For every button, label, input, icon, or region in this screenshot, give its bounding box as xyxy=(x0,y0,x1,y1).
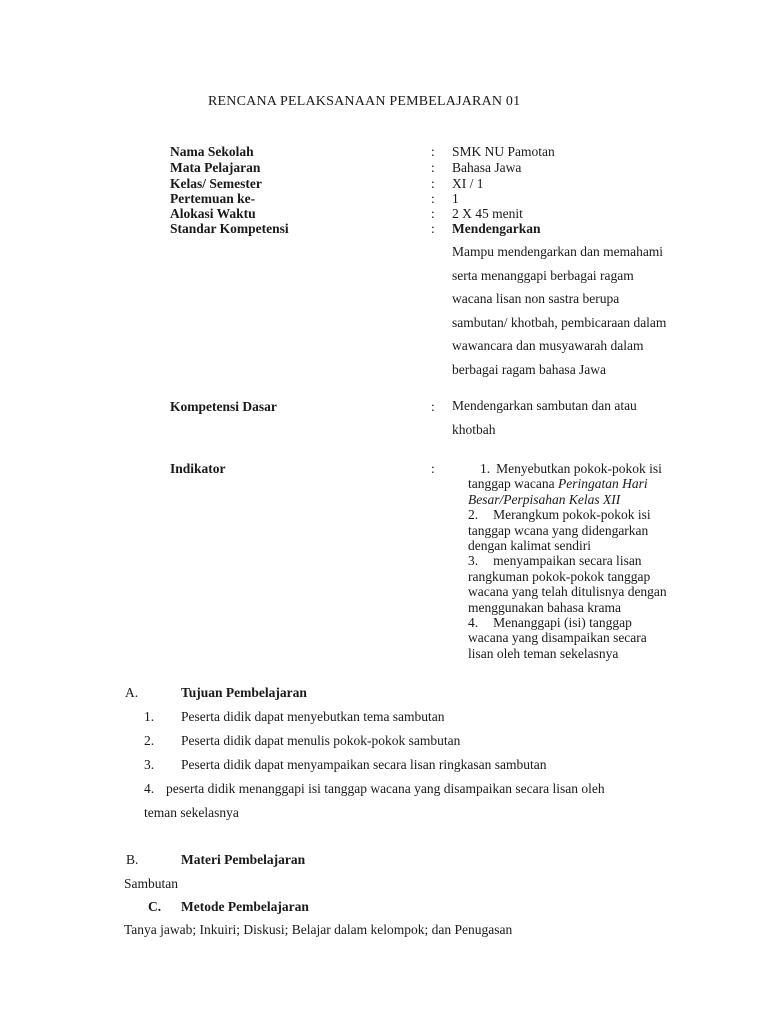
colon: : xyxy=(431,461,435,476)
section-b-letter: B. xyxy=(126,852,139,867)
standar-kompetensi-text xyxy=(452,240,702,381)
label-mata-pelajaran: Mata Pelajaran xyxy=(170,160,261,175)
sk-line: sambutan/ khotbah, pembicaraan dalam xyxy=(452,314,667,330)
indikator-line: menyampaikan secara lisan xyxy=(493,553,642,569)
indikator-line: Menyebutkan pokok-pokok isi xyxy=(496,461,662,476)
section-a-heading: Tujuan Pembelajaran xyxy=(181,685,307,700)
materi-content: Sambutan xyxy=(124,876,178,891)
tujuan-text: Peserta didik dapat menulis pokok-pokok sambutan xyxy=(181,733,461,748)
indikator-line: menggunakan bahasa krama xyxy=(468,599,621,615)
tujuan-num: 4. xyxy=(144,781,155,796)
value-kelas-semester: XI / 1 xyxy=(452,176,484,191)
tujuan-text-cont: teman sekelasnya xyxy=(144,805,239,820)
tujuan-text: peserta didik menanggapi isi tanggap wacana yang disampaikan secara lisan oleh xyxy=(166,781,605,796)
tujuan-text: Peserta didik dapat menyampaikan secara lisan ringkasan sambutan xyxy=(181,757,547,772)
indikator-num: 4. xyxy=(468,615,479,631)
kd-line: Mendengarkan sambutan dan atau xyxy=(452,398,637,413)
label-alokasi-waktu: Alokasi Waktu xyxy=(170,206,256,221)
label-indikator: Indikator xyxy=(170,461,226,476)
sk-line: serta menanggapi berbagai ragam xyxy=(452,267,634,283)
kd-line: khotbah xyxy=(452,421,496,437)
indikator-list xyxy=(468,461,703,661)
colon: : xyxy=(431,221,435,236)
colon: : xyxy=(431,399,435,414)
sk-line: Mampu mendengarkan dan memahami xyxy=(452,244,664,259)
indikator-item-4 xyxy=(468,615,703,661)
indikator-line-italic: Besar/Perpisahan Kelas XII xyxy=(468,491,621,507)
indikator-num: 3. xyxy=(468,553,479,569)
tujuan-num: 1. xyxy=(144,709,155,724)
label-kompetensi-dasar: Kompetensi Dasar xyxy=(170,399,277,414)
label-standar-kompetensi: Standar Kompetensi xyxy=(170,221,289,236)
sk-line: berbagai ragam bahasa Jawa xyxy=(452,361,607,377)
section-c-letter: C. xyxy=(148,899,162,914)
value-pertemuan: 1 xyxy=(452,191,459,206)
colon: : xyxy=(431,206,435,221)
indikator-line: Menanggapi (isi) tanggap xyxy=(493,615,632,631)
value-alokasi-waktu: 2 X 45 menit xyxy=(452,206,523,221)
sk-line: wawancara dan musyawarah dalam xyxy=(452,338,644,353)
section-c-heading: Metode Pembelajaran xyxy=(181,899,309,914)
section-a-letter: A. xyxy=(125,685,139,700)
indikator-line: Merangkum pokok-pokok isi xyxy=(493,507,651,523)
indikator-line: dengan kalimat sendiri xyxy=(468,538,591,554)
colon: : xyxy=(431,176,435,191)
value-mata-pelajaran: Bahasa Jawa xyxy=(452,160,522,175)
label-nama-sekolah: Nama Sekolah xyxy=(170,144,254,159)
section-b-heading: Materi Pembelajaran xyxy=(181,852,306,867)
value-standar-kompetensi: Mendengarkan xyxy=(452,221,541,236)
kompetensi-dasar-text xyxy=(452,394,702,441)
sk-line: wacana lisan non sastra berupa xyxy=(452,291,620,306)
metode-content: Tanya jawab; Inkuiri; Diskusi; Belajar dalam kelompok; dan Penugasan xyxy=(124,922,513,937)
indikator-line: lisan oleh teman sekelasnya xyxy=(468,645,619,661)
indikator-line: tanggap wcana yang didengarkan xyxy=(468,522,649,538)
value-nama-sekolah: SMK NU Pamotan xyxy=(452,144,555,159)
indikator-line: wacana yang telah ditulisnya dengan xyxy=(468,584,667,600)
tujuan-num: 2. xyxy=(144,733,155,748)
label-pertemuan: Pertemuan ke- xyxy=(170,191,256,206)
colon: : xyxy=(431,160,435,175)
indikator-line: tanggap wacana xyxy=(468,476,558,492)
document-title: RENCANA PELAKSANAAN PEMBELAJARAN 01 xyxy=(208,94,521,109)
indikator-num: 2. xyxy=(468,507,479,523)
indikator-num: 1. xyxy=(480,461,491,476)
indikator-line-italic: Peringatan Hari xyxy=(557,476,648,492)
indikator-item-1 xyxy=(468,461,703,507)
indikator-line: rangkuman pokok-pokok tanggap xyxy=(468,568,651,584)
tujuan-text: Peserta didik dapat menyebutkan tema sambutan xyxy=(181,709,445,724)
indikator-item-2 xyxy=(468,507,703,553)
colon: : xyxy=(431,144,435,159)
label-kelas-semester: Kelas/ Semester xyxy=(170,176,262,191)
tujuan-num: 3. xyxy=(144,757,155,772)
colon: : xyxy=(431,191,435,206)
indikator-item-3 xyxy=(468,553,703,615)
indikator-line: wacana yang disampaikan secara xyxy=(468,630,647,646)
